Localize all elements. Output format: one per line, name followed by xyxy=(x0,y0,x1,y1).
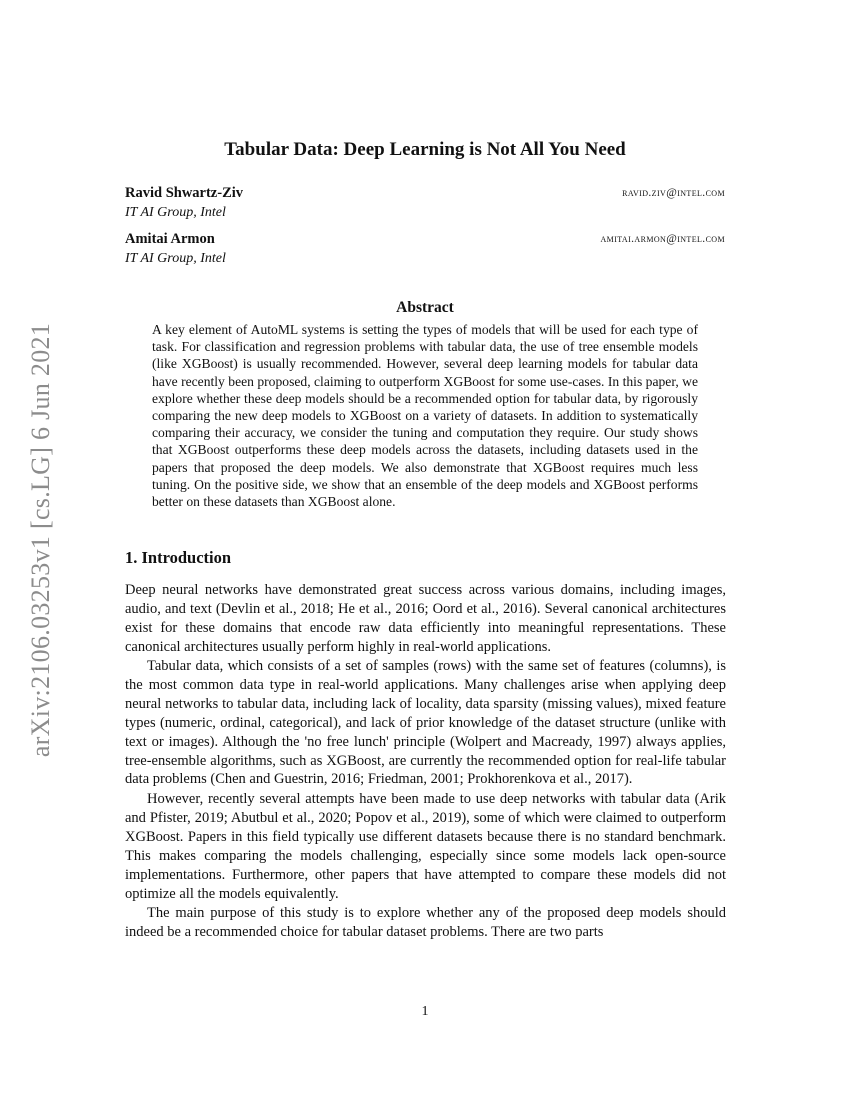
author-email[interactable]: ravid.ziv@intel.com xyxy=(622,187,725,199)
author-affiliation: IT AI Group, Intel xyxy=(125,251,226,266)
paragraph: However, recently several attempts have been made to use deep networks with tabular data (Arik and Pfister, 2019; Abutbul et al., 2020; Popov et al., 2019), some of which were claimed to outperform XGBoost. Papers in this field typically use different datasets because there is no standard benchmark. This makes comparing the models challenging, especially since some models lack open-source implementations. Furthermore, other papers that have attempted to compare these models did not optimize all the models equivalently. xyxy=(125,791,726,902)
author-name: Amitai Armon xyxy=(125,231,215,247)
author-name: Ravid Shwartz-Ziv xyxy=(125,185,244,201)
author-block xyxy=(125,231,725,267)
section-body xyxy=(125,581,726,942)
abstract-text: A key element of AutoML systems is setting the types of models that will be used for each type of task. For classification and regression problems with tabular data, the use of tree ensemble models (like XGBoost) is usually recommended. However, several deep learning models for tabular data have recently been proposed, claiming to outperform XGBoost for some use-cases. In this paper, we explore whether these deep models should be a recommended option for tabular data, by rigorously comparing the new deep models to XGBoost on a variety of datasets. In addition to systematically comparing their accuracy, we consider the tuning and computation they require. Our study shows that XGBoost outperforms these deep models across the datasets, including datasets used in the papers that proposed the deep models. We also demonstrate that XGBoost requires much less tuning. On the positive side, we show that an ensemble of the deep models and XGBoost performs better on these datasets than XGBoost alone. xyxy=(152,322,698,510)
paragraph: Tabular data, which consists of a set of samples (rows) with the same set of features (columns), is the most common data type in real-world applications. Many challenges arise when applying deep neural networks to tabular data, including lack of locality, data sparsity (missing values), mixed feature types (numeric, ordinal, categorical), and lack of prior knowledge of the dataset structure (unlike with text or images). Although the 'no free lunch' principle (Wolpert and Macready, 1997) always applies, tree-ensemble algorithms, such as XGBoost, are currently the recommended option for real-life tabular data problems (Chen and Guestrin, 2016; Friedman, 2001; Prokhorenkova et al., 2017). xyxy=(125,658,726,788)
section-heading: 1. Introduction xyxy=(125,548,232,567)
author-email[interactable]: amitai.armon@intel.com xyxy=(600,233,725,245)
paragraph: The main purpose of this study is to explore whether any of the proposed deep models should indeed be a recommended choice for tabular dataset problems. There are two parts xyxy=(125,905,726,941)
paper-title: Tabular Data: Deep Learning is Not All You Need xyxy=(224,139,626,160)
abstract-heading: Abstract xyxy=(396,299,454,316)
paragraph: Deep neural networks have demonstrated great success across various domains, including images, audio, and text (Devlin et al., 2018; He et al., 2016; Oord et al., 2016). Several canonical architectures exist for these domains that encode raw data efficiently into meaningful representations. These canonical architectures usually perform highly in real-world applications. xyxy=(125,582,726,655)
arxiv-side-stamp xyxy=(17,300,65,780)
author-block xyxy=(125,185,725,221)
page-number: 1 xyxy=(421,1004,429,1019)
arxiv-identifier: arXiv:2106.03253v1 [cs.LG] 6 Jun 2021 xyxy=(26,322,55,758)
author-affiliation: IT AI Group, Intel xyxy=(125,205,226,220)
